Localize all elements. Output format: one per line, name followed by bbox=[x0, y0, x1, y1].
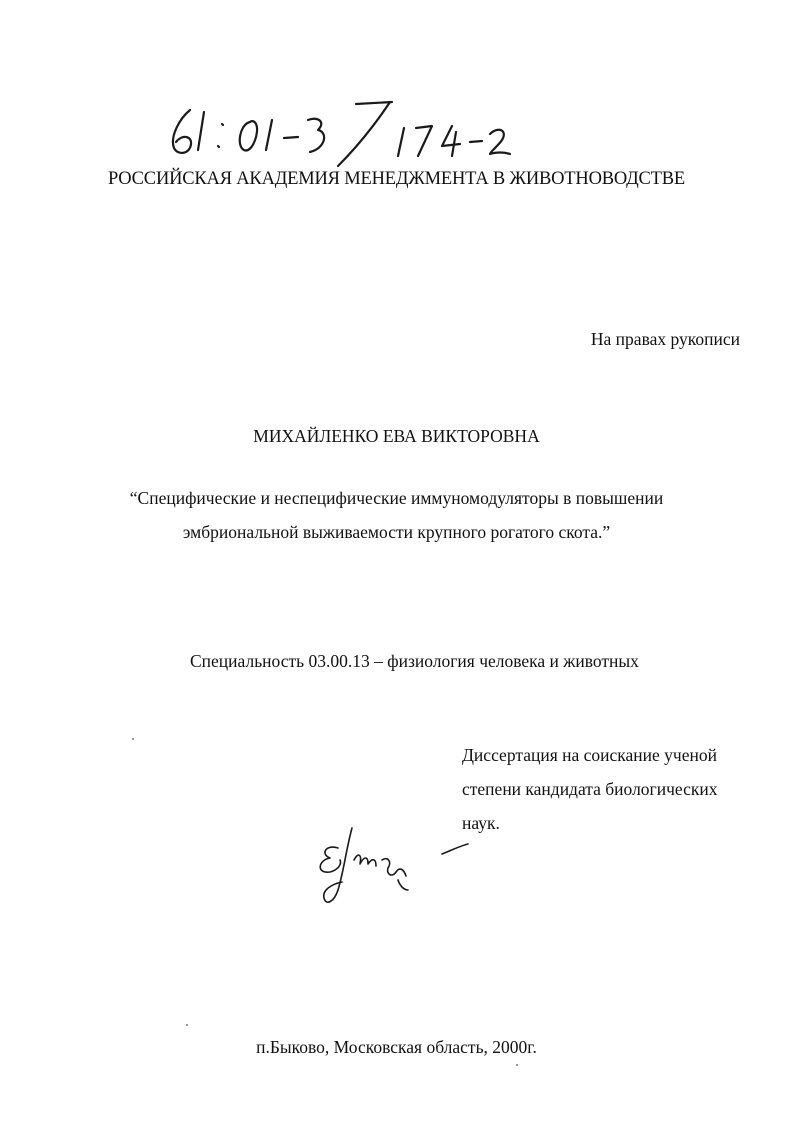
place-and-year: п.Быково, Московская область, 2000г. bbox=[256, 1037, 537, 1057]
author-name: МИХАЙЛЕНКО ЕВА ВИКТОРОВНА bbox=[253, 426, 540, 446]
degree-line-1: Диссертация на соискание ученой bbox=[462, 745, 717, 765]
dissertation-title-line-1: “Специфические и неспецифические иммуномодуляторы в повышении bbox=[129, 488, 664, 508]
handwritten-archive-code bbox=[160, 98, 520, 168]
degree-line-2: степени кандидата биологических bbox=[462, 779, 718, 799]
scan-speck bbox=[132, 738, 134, 740]
signature bbox=[308, 820, 488, 910]
specialty-line: Специальность 03.00.13 – физиология человека и животных bbox=[190, 651, 639, 671]
scan-speck bbox=[186, 1024, 188, 1026]
dissertation-title-line-2: эмбриональной выживаемости крупного рогатого скота.” bbox=[182, 522, 611, 542]
degree-line-3: наук. bbox=[462, 813, 500, 833]
organization-heading: РОССИЙСКАЯ АКАДЕМИЯ МЕНЕДЖМЕНТА В ЖИВОТНОВОДСТВЕ bbox=[107, 169, 686, 189]
scan-speck bbox=[516, 1064, 518, 1066]
manuscript-note: На правах рукописи bbox=[590, 329, 740, 349]
